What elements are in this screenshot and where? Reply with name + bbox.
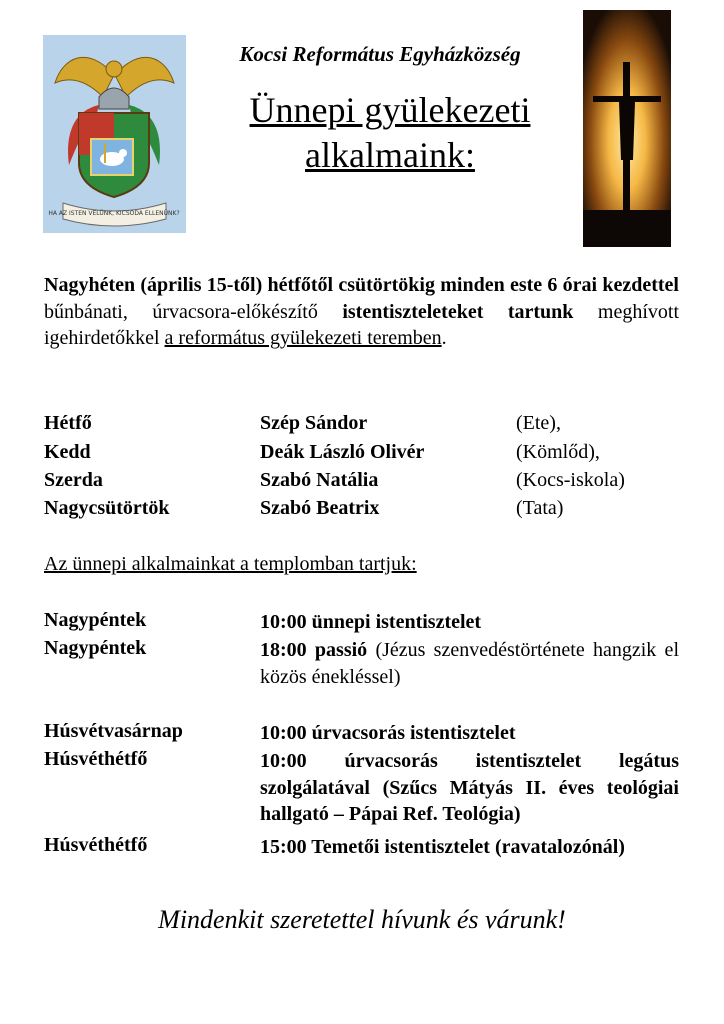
intro-bold-tartunk: tartunk <box>507 300 574 323</box>
event-day: Húsvéthétfő <box>44 834 148 856</box>
church-notice: Az ünnepi alkalmainkat a templomban tartjuk: <box>44 553 417 575</box>
event-description: 10:00 ünnepi istentisztelet <box>260 611 482 633</box>
event-day: Húsvétvasárnap <box>44 720 183 742</box>
page-title <box>205 88 575 178</box>
intro-location: a református gyülekezeti teremben <box>164 327 442 349</box>
speaker-place: (Kocs-iskola) <box>516 469 625 491</box>
speaker-day: Szerda <box>44 469 103 491</box>
title-line-2: alkalmaink: <box>305 135 475 175</box>
speaker-place: (Tata) <box>516 497 564 519</box>
event-description: 10:00 úrvacsorás istentisztelet legátus szolgálatával (Szűcs Mátyás II. éves teológiai hallgató – Pápai Ref. Teológia) <box>260 750 679 825</box>
speaker-name: Szabó Beatrix <box>260 497 380 519</box>
intro-bold-start: Nagyhéten (április 15-től) hétfőtől csütörtökig minden este 6 órai kezdettel <box>44 274 679 296</box>
closing-invitation: Mindenkit szeretettel hívunk és várunk! <box>158 905 566 934</box>
coat-of-arms-icon <box>43 35 186 233</box>
event-description: 15:00 Temetői istentisztelet (ravatalozónál) <box>260 836 625 858</box>
speaker-name: Szabó Natália <box>260 469 379 491</box>
coat-of-arms <box>43 35 186 233</box>
crucifix-photo <box>583 10 671 247</box>
speaker-place: (Ete), <box>516 412 561 434</box>
church-name: Kocsi Református Egyházközség <box>239 42 521 66</box>
intro-paragraph: Nagyhéten (április 15-től) hétfőtől csütörtökig minden este 6 órai kezdettel bűnbánati, úrvacsora-előkészítő istentiszteleteket tartunk meghívott igehirdetőkkel a református gyülekezeti teremben. <box>44 274 680 349</box>
intro-bold-services: istentiszteleteket <box>342 300 484 323</box>
intro-text-2: meghívott igehirdetőkkel <box>44 300 680 349</box>
event-day: Húsvéthétfő <box>44 748 148 770</box>
speaker-day: Kedd <box>44 441 91 463</box>
speaker-name: Szép Sándor <box>260 412 368 434</box>
event-description: 18:00 passió (Jézus szenvedéstörténete hangzik el közös énekléssel) <box>260 639 679 688</box>
intro-text-1: bűnbánati, úrvacsora-előkészítő <box>44 300 343 323</box>
speaker-name: Deák László Olivér <box>260 441 425 463</box>
svg-text:HA AZ ISTEN VELÜNK, KICSODA EL: HA AZ ISTEN VELÜNK, KICSODA ELLENÜNK? <box>48 210 180 217</box>
title-line-1: Ünnepi gyülekezeti <box>249 90 531 130</box>
event-day: Nagypéntek <box>44 609 147 631</box>
speaker-day: Nagycsütörtök <box>44 497 170 519</box>
event-day: Nagypéntek <box>44 637 147 659</box>
speaker-day: Hétfő <box>44 412 92 434</box>
crucifix-icon <box>583 10 671 247</box>
speaker-place: (Kömlőd), <box>516 441 600 463</box>
event-description: 10:00 úrvacsorás istentisztelet <box>260 722 516 744</box>
